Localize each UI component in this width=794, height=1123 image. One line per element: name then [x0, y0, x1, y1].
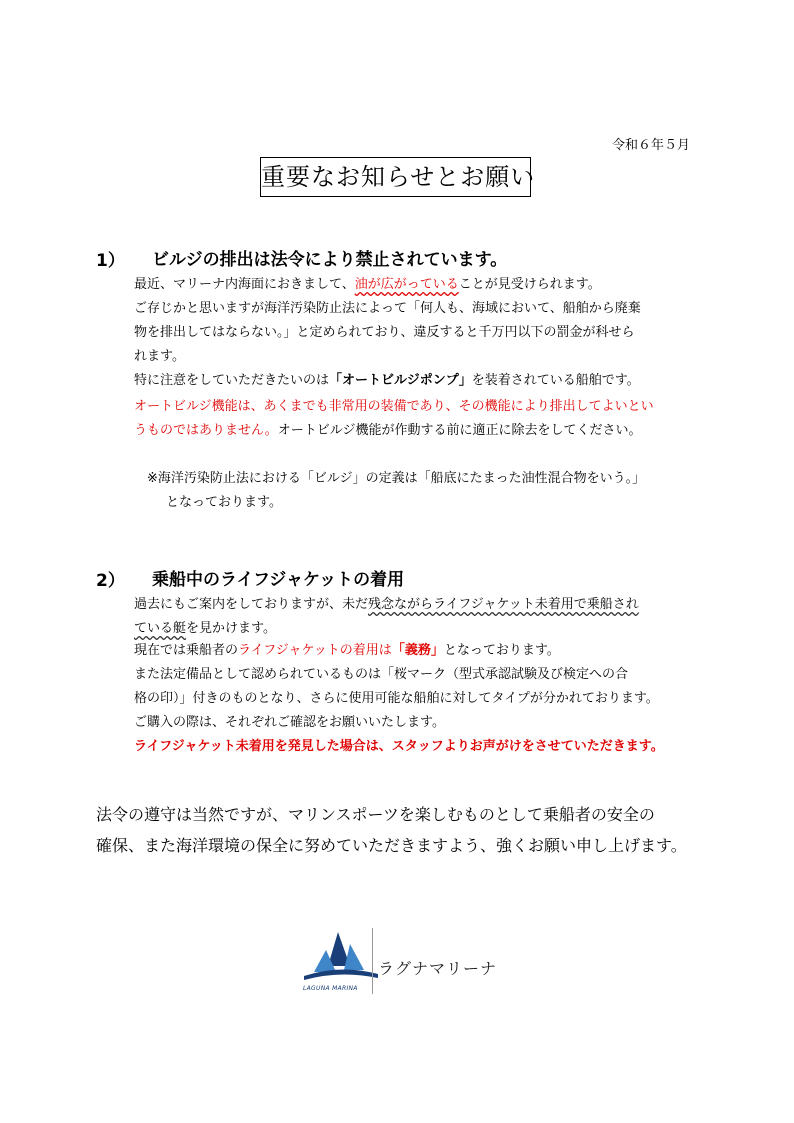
text-run: ことが見受けられます。 [458, 277, 601, 292]
text-run: 特に注意をしていただきたいのは [134, 373, 330, 388]
text-run: 過去にもご案内をしておりますが、未だ [134, 597, 369, 612]
section-1-line-1 [134, 277, 601, 293]
lifejacket-required-text: ライフジャケットの着用は [238, 643, 392, 658]
section-1-line-4: れます。 [134, 349, 185, 364]
page-title: 重要なお知らせとお願い [260, 157, 531, 197]
no-lifejacket-underline-cont: ている艇 [134, 621, 187, 636]
section-1-heading: ビルジの排出は法令により禁止されています。 [152, 250, 508, 270]
text-run: を見かけます。 [186, 621, 276, 636]
section-2-line-6: ご購入の際は、それぞれご確認をお願いいたします。 [134, 715, 445, 730]
section-2-line-2 [134, 621, 276, 637]
auto-bilge-pump-emphasis: 「オートビルジポンプ」 [329, 373, 472, 388]
section-2-line-3 [134, 643, 560, 659]
brand-name: ラグナマリーナ [378, 959, 498, 978]
section-2-line-4: また法定備品として認められているものは「桜マーク（型式承認試験及び検定への合 [134, 667, 629, 682]
text-run: を装着されている船舶です。 [471, 373, 640, 388]
section-1-line-6: オートビルジ機能は、あくまでも非常用の装備であり、その機能により排出してよいとい [134, 399, 654, 414]
bilge-definition-note: ※海洋汚染防止法における「ビルジ」の定義は「船底にたまった油性混合物をいう。」 [147, 471, 646, 486]
section-1-line-3: 物を排出してはならない。」と定められており、違反すると千万円以下の罰金が科せら [134, 325, 635, 340]
text-run: 最近、マリーナ内海面におきまして、 [134, 277, 355, 292]
closing-line-2: 確保、また海洋環境の保全に努めていただきますよう、強くお願い申し上げます。 [96, 836, 687, 855]
section-2-number: 2） [96, 571, 125, 591]
sail-logo-icon [300, 926, 380, 986]
text-run: オートビルジ機能が作動する前に適正に除去をしてください。 [277, 423, 642, 438]
section-1-line-2: ご存じかと思いますが海洋汚染防止法によって「何人も、海域において、船舶から廃棄 [134, 301, 641, 316]
no-lifejacket-underline: 残念ながらライフジャケット未着用で乗船され [368, 597, 639, 612]
section-2-line-5: 格の印）」付きのものとなり、さらに使用可能な船舶に対してタイプが分かれております。 [134, 691, 659, 706]
section-2-line-1 [134, 597, 639, 613]
section-2-line-7: ライフジャケット未着用を発見した場合は、スタッフよりお声がけをさせていただきます。 [134, 739, 664, 754]
duty-emphasis: 「義務」 [391, 643, 444, 658]
bilge-definition-note-cont: となっております。 [166, 495, 282, 510]
document-date: 令和６年５月 [612, 138, 691, 153]
highlight-oil-spreading: 油が広がっている [354, 277, 459, 292]
text-run-red: うものではありません。 [134, 423, 278, 438]
text-run: となっております。 [443, 643, 560, 658]
logo-subtitle: LAGUNA MARINA [303, 985, 358, 992]
closing-line-1: 法令の遵守は当然ですが、マリンスポーツを楽しむものとして乗船者の安全の [96, 805, 655, 824]
section-1-number: 1） [96, 251, 125, 271]
section-1-line-7 [134, 423, 641, 439]
text-run: 現在では乗船者の [134, 643, 239, 658]
logo-divider [372, 928, 373, 994]
section-1-line-5 [134, 373, 640, 389]
section-2-heading: 乗船中のライフジャケットの着用 [152, 570, 405, 590]
